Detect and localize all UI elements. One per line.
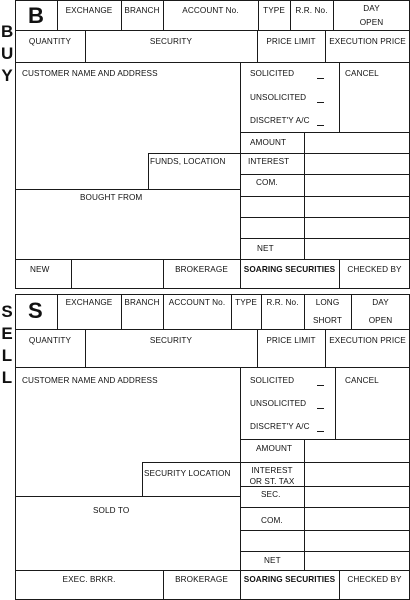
sell-amount-label: AMOUNT bbox=[256, 444, 293, 453]
sell-interest-label: INTEREST bbox=[251, 466, 293, 475]
buy-solicited-label: SOLICITED bbox=[250, 69, 295, 78]
sell-side-letter-l2: L bbox=[1, 368, 13, 387]
buy-funds-location-label: FUNDS, LOCATION bbox=[150, 157, 226, 166]
sell-security-location-label: SECURITY LOCATION bbox=[144, 469, 231, 478]
sell-type-label: TYPE bbox=[235, 298, 257, 307]
buy-branch-label: BRANCH bbox=[124, 6, 160, 15]
sell-side-letter-l1: L bbox=[1, 346, 13, 365]
buy-execution-price-label: EXECUTION PRICE bbox=[329, 37, 406, 46]
sell-execution-price-label: EXECUTION PRICE bbox=[329, 336, 406, 345]
buy-account-label: ACCOUNT No. bbox=[182, 6, 239, 15]
buy-price-limit-label: PRICE LIMIT bbox=[266, 37, 316, 46]
buy-open-label: OPEN bbox=[359, 18, 384, 27]
sell-side-letter-e: E bbox=[1, 324, 13, 343]
buy-checked-by-label: CHECKED BY bbox=[347, 265, 402, 274]
sell-brokerage-label: BROKERAGE bbox=[175, 575, 228, 584]
sell-branch-label: BRANCH bbox=[124, 298, 160, 307]
buy-discretionary-label: DISCRET'Y A/C bbox=[250, 116, 310, 125]
sell-checked-by-label: CHECKED BY bbox=[347, 575, 402, 584]
sell-quantity-label: QUANTITY bbox=[28, 336, 72, 345]
sell-letter: S bbox=[28, 298, 43, 323]
buy-com-label: COM. bbox=[256, 178, 278, 187]
buy-interest-label: INTEREST bbox=[248, 157, 290, 166]
buy-day-label: DAY bbox=[363, 4, 380, 13]
sell-price-limit-label: PRICE LIMIT bbox=[266, 336, 316, 345]
sell-sold-to-label: SOLD TO bbox=[93, 506, 130, 515]
buy-bought-from-label: BOUGHT FROM bbox=[80, 193, 143, 202]
sell-account-label: ACCOUNT No. bbox=[168, 298, 226, 307]
sell-st-tax-label: OR ST. TAX bbox=[249, 477, 295, 486]
buy-type-label: TYPE bbox=[263, 6, 285, 15]
sell-firm-name: SOARING SECURITIES bbox=[243, 575, 336, 584]
buy-letter: B bbox=[28, 3, 44, 28]
sell-customer-label: CUSTOMER NAME AND ADDRESS bbox=[22, 376, 158, 385]
sell-net-label: NET bbox=[264, 556, 281, 565]
sell-short-label: SHORT bbox=[312, 316, 342, 325]
sell-day-label: DAY bbox=[372, 298, 389, 307]
sell-discretionary-label: DISCRET'Y A/C bbox=[250, 422, 310, 431]
sell-rr-label: R.R. No. bbox=[266, 298, 299, 307]
sell-open-label: OPEN bbox=[368, 316, 393, 325]
sell-com-label: COM. bbox=[261, 516, 283, 525]
buy-rr-label: R.R. No. bbox=[295, 6, 328, 15]
sell-cancel-label: CANCEL bbox=[345, 376, 379, 385]
buy-side-letter-u: U bbox=[1, 44, 14, 63]
buy-cancel-label: CANCEL bbox=[345, 69, 379, 78]
buy-firm-name: SOARING SECURITIES bbox=[243, 265, 336, 274]
sell-sec-label: SEC. bbox=[261, 490, 281, 499]
buy-customer-label: CUSTOMER NAME AND ADDRESS bbox=[22, 69, 158, 78]
buy-new-label: NEW bbox=[30, 265, 50, 274]
sell-long-label: LONG bbox=[315, 298, 340, 307]
buy-quantity-label: QUANTITY bbox=[28, 37, 72, 46]
sell-side-letter-s: S bbox=[1, 302, 13, 321]
buy-side-letter-y: Y bbox=[1, 66, 13, 85]
buy-unsolicited-label: UNSOLICITED bbox=[250, 93, 307, 102]
sell-exchange-label: EXCHANGE bbox=[65, 298, 113, 307]
buy-brokerage-label: BROKERAGE bbox=[175, 265, 228, 274]
buy-security-label: SECURITY bbox=[149, 37, 193, 46]
buy-exchange-label: EXCHANGE bbox=[65, 6, 113, 15]
sell-security-label: SECURITY bbox=[149, 336, 193, 345]
buy-amount-label: AMOUNT bbox=[250, 138, 287, 147]
sell-exec-brkr-label: EXEC. BRKR. bbox=[62, 575, 116, 584]
sell-solicited-label: SOLICITED bbox=[250, 376, 295, 385]
buy-side-letter-b: B bbox=[1, 22, 14, 41]
buy-net-label: NET bbox=[257, 244, 274, 253]
sell-unsolicited-label: UNSOLICITED bbox=[250, 399, 307, 408]
